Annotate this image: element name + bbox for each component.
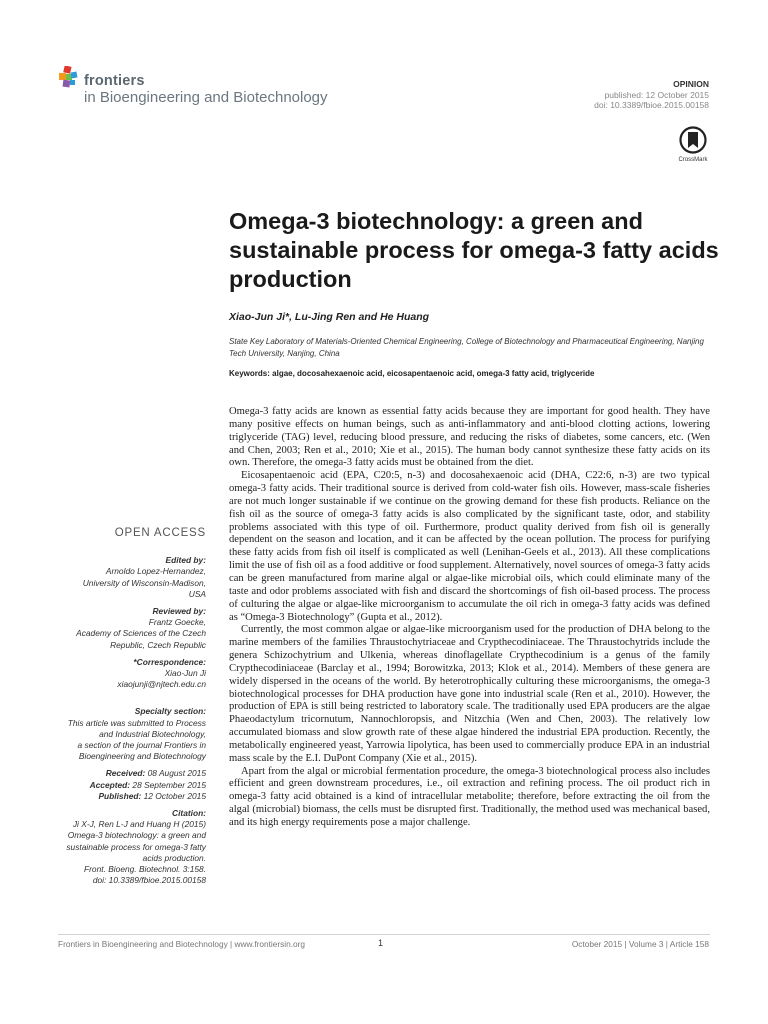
specialty-text: Bioengineering and Biotechnology: [78, 751, 206, 762]
open-access-label: OPEN ACCESS: [114, 527, 206, 539]
keywords-list: algae, docosahexaenoic acid, eicosapentaenoic acid, omega-3 fatty acid, triglyceride: [272, 369, 595, 378]
crossmark-label: CrossMark: [678, 157, 708, 163]
body-paragraph: Currently, the most common algae or algae-like microorganism used for the production of DHA belong to the marine members of the families Thraustochytriaceae and Crypthecodiniaceae. The Thraustochytrids include the genera Schizochytrium and Ulkenia, whereas dinoflagellate Crypthecodinium is a genus of the family Crypthecodiniaceae (Barclay et al., 1994; Borowitzka, 2013; Klok et al., 2014). Members of these genera are widely dispersed in the oceans of the world. By heterotrophically culturing these microorganisms, the omega-3 biotechnological processes for DHA production have gone into industrial scale (Ren et al., 2010). However, the production of EPA is still being restricted to laboratory scale. The traditionally used EPA producers are the algae Phaeodactylum tricornutum, Nannochloropsis, and Nitzchia (Wen and Chen, 2003). The relatively low accumulated biomass and slow growth rate of these algae hindered the industrial EPA production. Recently, the metabolically engineered yeast, Yarrowia lipolytica, has been used to commercially produce EPA in an industrial mass scale by the E.I. DuPont Company (Xie et al., 2015).: [229, 624, 710, 764]
footer-divider: [58, 934, 710, 935]
reviewer-name[interactable]: Frantz Goecke,: [148, 617, 206, 628]
specialty-text: This article was submitted to Process: [67, 717, 206, 728]
brand-name[interactable]: frontiers: [84, 73, 145, 89]
specialty-section-label: Specialty section:: [134, 706, 206, 717]
reviewer-affiliation: Academy of Sciences of the Czech: [76, 628, 206, 639]
correspondence-label: *Correspondence:: [133, 656, 206, 667]
frontiers-logo-icon: [58, 66, 80, 90]
citation-text: Ji X-J, Ren L-J and Huang H (2015): [72, 819, 206, 830]
article-type: OPINION: [673, 79, 709, 89]
footer-volume-info: October 2015 | Volume 3 | Article 158: [571, 939, 709, 949]
citation-text: Omega-3 biotechnology: a green and: [67, 830, 206, 841]
reviewed-by-label: Reviewed by:: [152, 606, 206, 617]
specialty-text: and Industrial Biotechnology,: [99, 728, 206, 739]
citation-label: Citation:: [172, 808, 206, 819]
keywords: [229, 369, 594, 378]
page-number: 1: [378, 938, 384, 948]
correspondence-email-link[interactable]: xiaojunji@njtech.edu.cn: [117, 679, 206, 690]
footer-journal-link[interactable]: Frontiers in Bioengineering and Biotechnology | www.frontiersin.org: [58, 939, 306, 949]
article-title: Omega-3 biotechnology: a green and sustainable process for omega-3 fatty acids production: [229, 208, 719, 292]
body-paragraph: Apart from the algal or microbial fermentation procedure, the omega-3 biotechnological process also includes efficient and green downstream procedures, i.e., oil extraction and refining process. The oil product rich in omega-3 fatty acid obtained is a kind of intracellular metabolite; therefore, before extracting the oil from the algal (microbial) biomass, the cells must be disrupted first. Traditionally, the method used was mechanical based, and its high energy requirements pose a major challenge.: [229, 765, 710, 828]
edited-by-label: Edited by:: [165, 555, 206, 566]
editor-affiliation: University of Wisconsin-Madison,: [82, 577, 206, 588]
crossmark-badge[interactable]: [677, 126, 709, 162]
citation-doi-link[interactable]: doi: 10.3389/fbioe.2015.00158: [92, 875, 206, 886]
citation-text: sustainable process for omega-3 fatty: [66, 841, 206, 852]
published-date: published: 12 October 2015: [604, 90, 709, 100]
crossmark-icon: [679, 126, 707, 154]
citation-text: Front. Bioeng. Biotechnol. 3:158.: [84, 864, 206, 875]
published-date-sidebar: Published: 12 October 2015: [98, 790, 206, 801]
reviewer-affiliation: Republic, Czech Republic: [110, 639, 206, 650]
article-info-sidebar: [58, 528, 206, 886]
specialty-text: a section of the journal Frontiers in: [77, 740, 206, 751]
doi-link[interactable]: doi: 10.3389/fbioe.2015.00158: [594, 100, 709, 110]
author-list[interactable]: Xiao-Jun Ji*, Lu-Jing Ren and He Huang: [229, 311, 430, 323]
correspondence-name: Xiao-Jun Ji: [164, 668, 206, 679]
citation-text: acids production.: [142, 852, 206, 863]
received-date: Received: 08 August 2015: [105, 768, 206, 779]
journal-name[interactable]: in Bioengineering and Biotechnology: [84, 89, 328, 106]
body-paragraph: Omega-3 fatty acids are known as essential fatty acids because they are important for good health. They have many positive effects on human beings, such as anti-inflammatory and anti-blood clotting actions, lowering triglyceride (TAG) level, reducing blood pressure, and reducing the risks of diabetes, some cancers, etc. (Wen and Chen, 2003; Ren et al., 2010; Xie et al., 2015). The human body cannot synthesize these fatty acids on its own. Therefore, the omega-3 fatty acids must be obtained from the diet.: [229, 406, 710, 469]
article-body: [229, 406, 710, 830]
accepted-date: Accepted: 28 September 2015: [89, 779, 206, 790]
affiliation: State Key Laboratory of Materials-Oriented Chemical Engineering, College of Biotechnology and Pharmaceutical Engineering, Nanjing Tech University, Nanjing, China: [229, 337, 704, 358]
keywords-label: Keywords:: [229, 369, 270, 378]
editor-name[interactable]: Arnoldo Lopez-Hernandez,: [105, 566, 206, 577]
body-paragraph: Eicosapentaenoic acid (EPA, C20:5, n-3) and docosahexaenoic acid (DHA, C22:6, n-3) are two typical omega-3 fatty acids. Their traditional source is derived from cold-water fish oils. However, mass-scale fisheries are not much longer sustainable if we continue on the growing demand for these fish products. Reliance on the fish oil as the source of omega-3 fatty acids is also complicated by the significant taste, odor, and stability problems associated with this type of oil. Furthermore, product quality derived from fish oil is generally dependent on the season and location, and it can be affected by the ocean pollution. The process for purifying these fatty acids from fish oil itself is complicated as well (Lenihan-Geels et al., 2013). All these complications limit the use of fish oil as a food additive or food supplement. Alternatively, novel sources of omega-3 fatty acids can be green manufactured from marine algal or algae-like microbial oils, which could eliminate many of the taste and odor problems associated with fish and discard the shortcomings of fish oil-based process. The process of culturing the algae or algae-like microorganism to accumulate the oil rich in omega-3 fatty acids was defined as “Omega-3 Biotechnology” (Gupta et al., 2012).: [229, 470, 710, 623]
editor-affiliation: USA: [188, 588, 206, 599]
